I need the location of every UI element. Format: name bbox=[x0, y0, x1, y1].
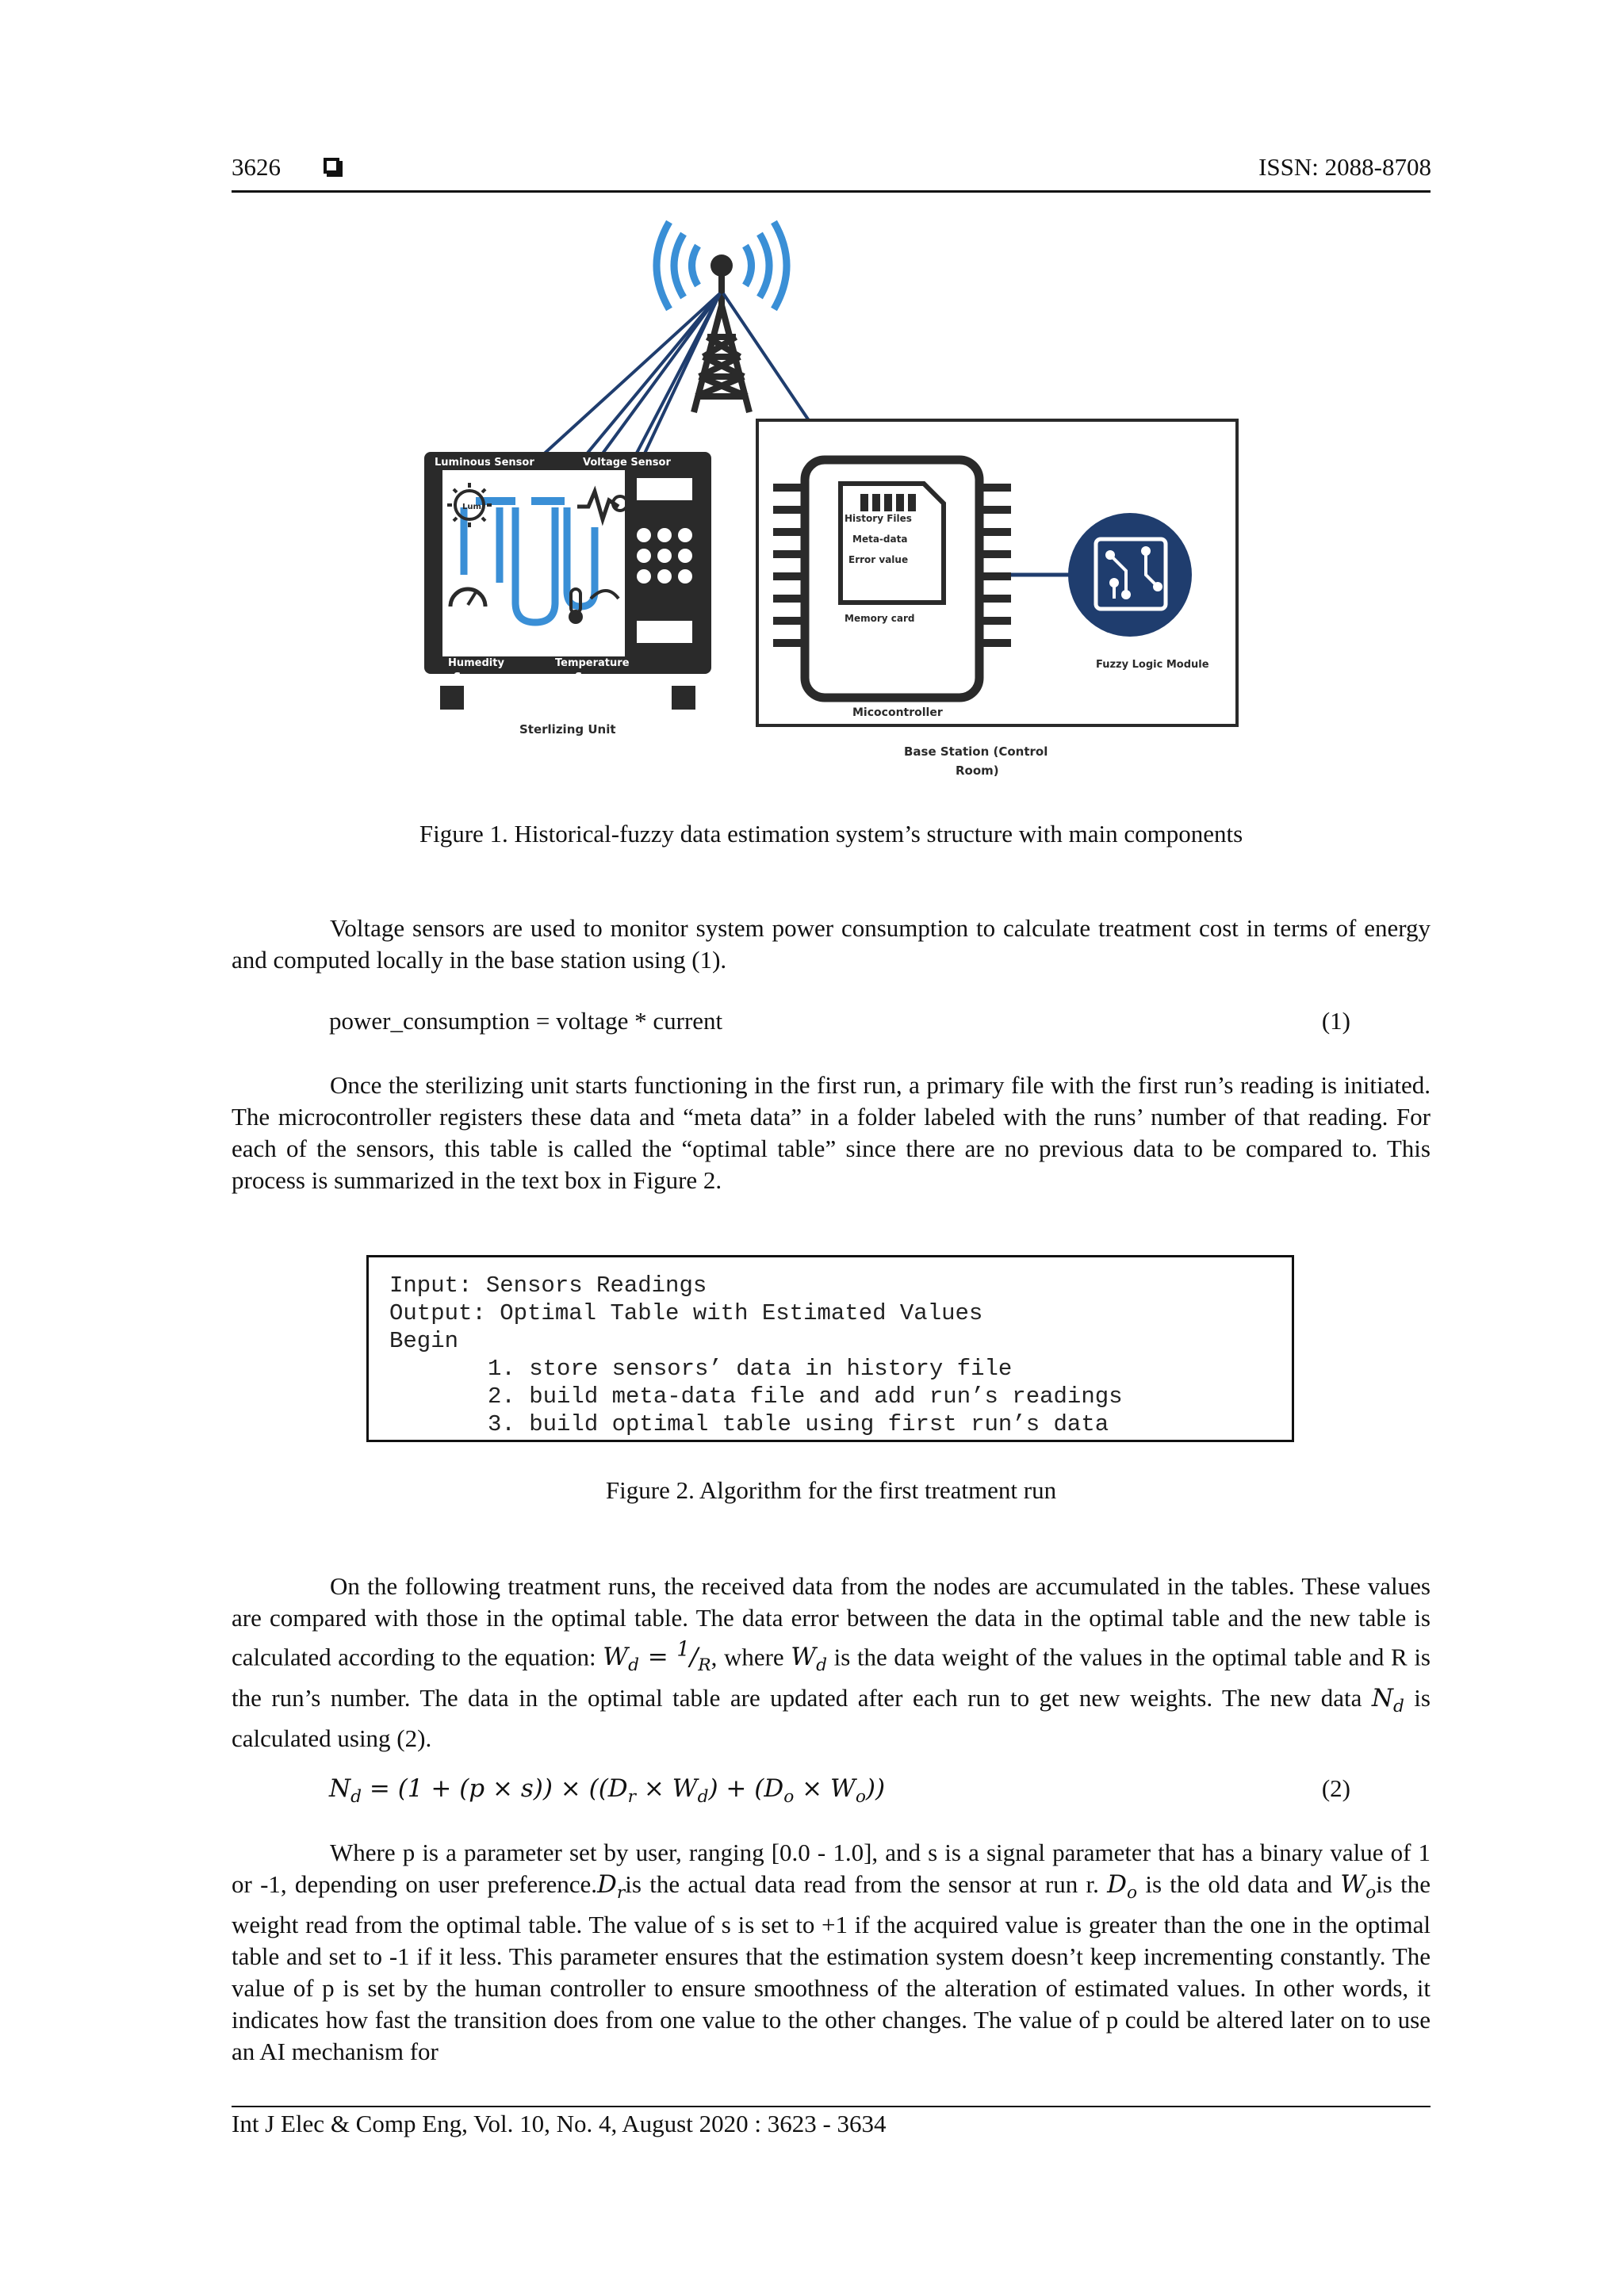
fuzzy-logic-module-label: Fuzzy Logic Module bbox=[1096, 659, 1209, 671]
error-value-label: Error value bbox=[848, 554, 909, 565]
algorithm-input: Input: Sensors Readings bbox=[389, 1272, 707, 1299]
algorithm-step: 3. build optimal table using first run’s data bbox=[488, 1411, 1109, 1437]
figure-1-caption: Figure 1. Historical-fuzzy data estimation system’s structure with main components bbox=[419, 820, 1243, 848]
equation-2: $N_d = (1 + (p \times s)) \times ((D_r \times W_d) + (D_o \times W_o))$ bbox=[329, 1774, 886, 1808]
paragraph-3: On the following treatment runs, the received data from the nodes are accumulated in the tables. These values are compared with those in the optimal table. The data error between the data in the optimal table and the new table is calculated according to the equation: $W_d = ^1/_R$, where $W_d$ is the data weight of the values in the optimal table and R is the run’s number. The data in the optimal table are updated after each run to get new weights. The new data $N_d$ is calculated using (2). bbox=[232, 1572, 1431, 1752]
fuzzy-logic-module-icon bbox=[1068, 513, 1192, 637]
paragraph-2: Once the sterilizing unit starts functioning in the first run, a primary file with the first run’s reading is initiated. The microcontroller registers these data and “meta data” in a folder labeled with the runs’ number of that reading. For each of the sensors, this table is called the “optimal table” since there are no previous data to be compared to. This process is summarized in the text box in Figure 2. bbox=[232, 1071, 1431, 1194]
algorithm-step: 1. store sensors’ data in history file bbox=[488, 1356, 1013, 1382]
paragraph-4: Where p is a parameter set by user, ranging [0.0 - 1.0], and s is a signal parameter that has a binary value of 1 or -1, depending on user $preference.D_ris$ the actual data read from the sensor at run r. $D_o$ is the old data and $W_ois$ the weight read from the optimal table. The value of s is set to +1 if the acquired value is greater than the one in the optimal table and set to -1 if it less. This parameter ensures that the estimation system doesn’t keep incrementing constantly. The value of p is set by the human controller to ensure smoothness of the alteration of estimated values. In other words, it indicates how fast the transition does from one value to the other changes. The value of p could be altered later on to use an AI mechanism for bbox=[232, 1839, 1431, 2066]
sterilizing-unit bbox=[424, 452, 711, 737]
figure-1-diagram bbox=[412, 210, 1245, 789]
temperature-sensor-label: Temperature Sensor bbox=[555, 657, 630, 683]
footer-rule bbox=[232, 2106, 1431, 2107]
algorithm-box bbox=[366, 1255, 1294, 1442]
algorithm-step: 2. build meta-data file and add run’s readings bbox=[488, 1383, 1123, 1410]
microcontroller-label: Micocontroller bbox=[852, 706, 943, 719]
issn: ISSN: 2088-8708 bbox=[1258, 153, 1431, 181]
lum-label: Lum bbox=[462, 503, 481, 511]
voltage-sensor-label: Voltage Sensor bbox=[583, 457, 671, 469]
meta-data-label: Meta-data bbox=[852, 534, 908, 545]
page-number: 3626 bbox=[232, 153, 281, 181]
sterilizing-unit-label: Sterlizing Unit bbox=[519, 722, 616, 737]
base-station-label-line1: Base Station (Control bbox=[904, 744, 1048, 759]
square-bullet-icon bbox=[324, 158, 339, 174]
memory-card-label: Memory card bbox=[845, 613, 915, 624]
equation-1-number: (1) bbox=[1321, 1007, 1350, 1035]
algorithm-begin: Begin bbox=[389, 1328, 459, 1354]
equation-2-number: (2) bbox=[1321, 1774, 1350, 1802]
footer-citation: Int J Elec & Comp Eng, Vol. 10, No. 4, August 2020 : 3623 - 3634 bbox=[232, 2110, 887, 2137]
luminous-sensor-label: Luminous Sensor bbox=[435, 457, 534, 469]
history-files-label: History Files bbox=[845, 513, 912, 524]
header-rule bbox=[232, 190, 1431, 193]
humidity-sensor-label: Humedity Sensor bbox=[448, 657, 504, 683]
paragraph-1: Voltage sensors are used to monitor system power consumption to calculate treatment cost in terms of energy and computed locally in the base station using (1). bbox=[232, 914, 1431, 974]
base-station bbox=[757, 420, 1237, 778]
algorithm-output: Output: Optimal Table with Estimated Values bbox=[389, 1300, 983, 1326]
base-station-label-line2: Room) bbox=[956, 763, 999, 778]
equation-1: power_consumption = voltage * current bbox=[329, 1007, 723, 1035]
figure-2-caption: Figure 2. Algorithm for the first treatment run bbox=[605, 1476, 1057, 1504]
